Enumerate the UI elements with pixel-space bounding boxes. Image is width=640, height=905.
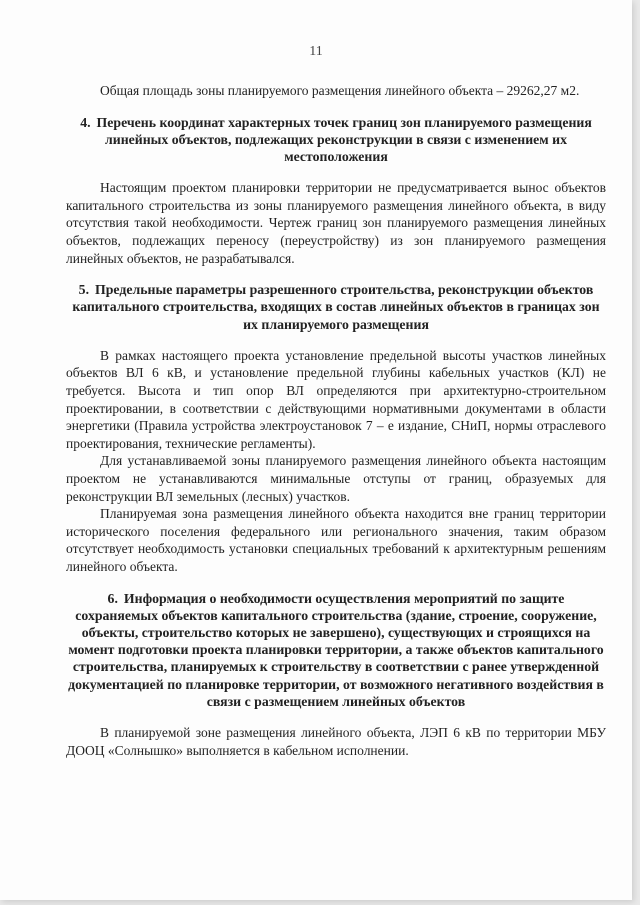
section-4-title: Перечень координат характерных точек границ зон планируемого размещения линейных объектов, подлежащих реконструкции в связи с изменением их местоположения <box>96 114 592 164</box>
section-5-number: 5. <box>78 282 90 298</box>
section-4-heading <box>66 114 606 166</box>
section-6-title: Информация о необходимости осуществления мероприятий по защите сохраняемых объектов капитального строительства (здание, строение, сооружение, объекты, строительство которых не завершено), существующих и строящихся на момент подготовки проекта планировки территории, а также объектов капитального строительства, планируемых к строительству в соответствии с ранее утвержденной документацией по планировке территории, от возможного негативного воздействия в связи с размещением линейных объектов <box>68 590 604 709</box>
section-5-paragraph-1: В рамках настоящего проекта установление предельной высоты участков линейных объектов ВЛ 6 кВ, и установление предельной глубины кабельных участков (КЛ) не требуется. Высота и тип опор ВЛ определяются при архитектурно-строительном проектировании, в соответствии с действующими нормативными документами в области энергетики (Правила устройства электроустановок 7 – е издание, СНиП, нормы отраслевого проектирования, технические регламенты). <box>66 347 606 451</box>
section-6-number: 6. <box>107 590 118 606</box>
section-4-number: 4. <box>80 114 91 130</box>
section-4-paragraph-1: Настоящим проектом планировки территории не предусматривается вынос объектов капитального строительства из зоны планируемого размещения линейного объекта, в виду отсутствия такой необходимости. Чертеж границ зон планируемого размещения линейных объектов, подлежащих переносу (переустройству) из зон планируемого размещения линейных объектов, не разрабатывался. <box>66 180 606 266</box>
section-6-heading <box>66 590 606 710</box>
section-5-paragraph-3: Планируемая зона размещения линейного объекта находится вне границ территории исторического поселения федерального или регионального значения, таким образом отсутствует необходимость установки специальных требований к архитектурным решениям линейного объекта. <box>66 506 606 574</box>
section-5-heading <box>66 281 606 333</box>
page-number: 11 <box>309 44 323 59</box>
section-6-paragraph-1: В планируемой зоне размещения линейного объекта, ЛЭП 6 кВ по территории МБУ ДООЦ «Солнышко» выполняется в кабельном исполнении. <box>66 724 606 758</box>
page-content <box>66 82 606 759</box>
section-5-title: Предельные параметры разрешенного строительства, реконструкции объектов капитального строительства, входящих в состав линейных объектов в границах зон их планируемого размещения <box>72 282 600 332</box>
section-5-paragraph-2: Для устанавливаемой зоны планируемого размещения линейного объекта настоящим проектом не устанавливаются минимальные отступы от границ, образуемых для реконструкции ВЛ земельных (лесных) участков. <box>66 453 606 504</box>
intro-paragraph: Общая площадь зоны планируемого размещения линейного объекта – 29262,27 м2. <box>100 83 580 98</box>
